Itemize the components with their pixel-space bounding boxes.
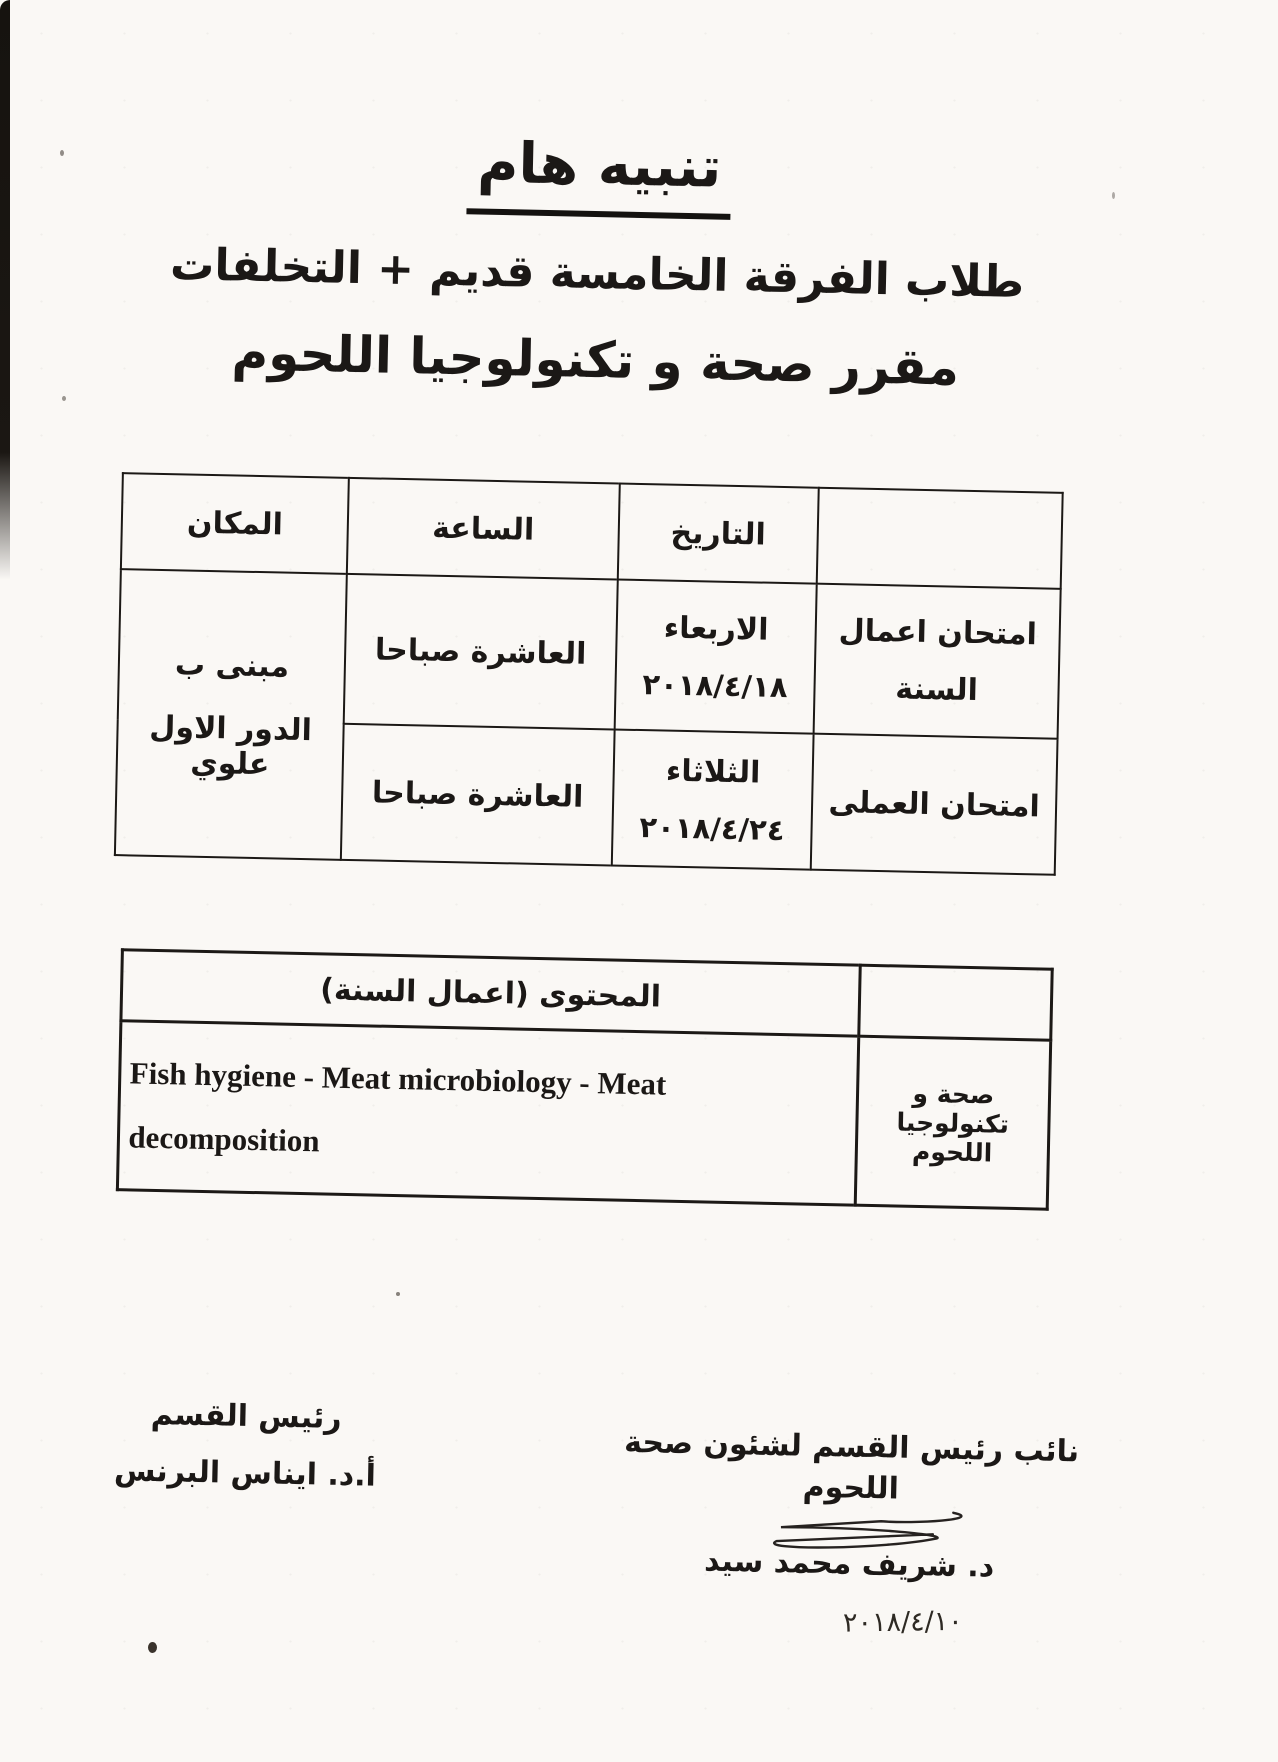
- cell-time-yearwork: العاشرة صباحا: [344, 574, 618, 730]
- notice-subtitle-course: مقرر صحة و تكنولوجيا اللحوم: [231, 323, 960, 397]
- handwritten-date: ٢٠١٨/٤/١٠: [842, 1605, 964, 1639]
- header-exam-type: [817, 488, 1063, 589]
- cell-time-practical: العاشرة صباحا: [341, 724, 614, 866]
- place-line1: مبنى ب: [174, 646, 290, 685]
- cell-exam-yearwork: [814, 584, 1061, 739]
- deputy-head-title: نائب رئيس القسم لشئون صحة اللحوم: [623, 1424, 1080, 1507]
- cell-course-name: صحة و تكنولوجيا اللحوم: [855, 1036, 1051, 1209]
- department-head-name: أ.د. ايناس البرنس: [113, 1452, 377, 1494]
- scan-speck: [148, 1642, 157, 1653]
- scan-speck: [396, 1292, 400, 1296]
- exam-date: ٢٠١٨/٤/١٨: [642, 666, 788, 704]
- exam-day: الثلاثاء: [665, 753, 761, 791]
- signatures-section: [97, 1396, 1080, 1666]
- scan-speck: [1112, 192, 1115, 199]
- exam-name-line2: السنة: [894, 671, 979, 709]
- exam-day: الاربعاء: [663, 610, 769, 648]
- scan-speck: [60, 150, 64, 156]
- cell-topics-english: Fish hygiene - Meat microbiology - Meat decomposition: [118, 1021, 859, 1205]
- exam-name-line1: امتحان اعمال: [838, 613, 1038, 653]
- scanner-edge-artifact: [0, 0, 10, 580]
- cell-place: [115, 569, 347, 860]
- signature-block-department-head: [95, 1394, 397, 1497]
- course-content-table: [116, 948, 1053, 1210]
- cell-date-yearwork: [614, 580, 817, 734]
- place-line2: الدور الاول علوي: [149, 709, 313, 782]
- deputy-head-name: د. شريف محمد سيد: [703, 1543, 995, 1585]
- exam-schedule-table: [114, 472, 1064, 876]
- header-date: التاريخ: [617, 484, 818, 584]
- schedule-row-yearwork-exam: [118, 569, 1061, 739]
- notice-subtitle-students: طلاب الفرقة الخامسة قديم + التخلفات: [169, 239, 1025, 308]
- header-content: المحتوى (اعمال السنة): [121, 950, 860, 1036]
- exam-date: ٢٠١٨/٤/٢٤: [639, 809, 785, 847]
- header-course-empty: [858, 965, 1052, 1040]
- cell-date-practical: [611, 729, 813, 869]
- content-row: [118, 1021, 1051, 1209]
- scan-speck: [62, 396, 66, 401]
- notice-title: تنبيه هام: [466, 128, 732, 220]
- department-head-title: رئيس القسم: [150, 1396, 342, 1436]
- header-place: المكان: [121, 473, 349, 574]
- cell-exam-practical: امتحان العملى: [811, 734, 1058, 875]
- signature-block-deputy-head: [608, 1423, 1092, 1646]
- header-time: الساعة: [347, 478, 619, 580]
